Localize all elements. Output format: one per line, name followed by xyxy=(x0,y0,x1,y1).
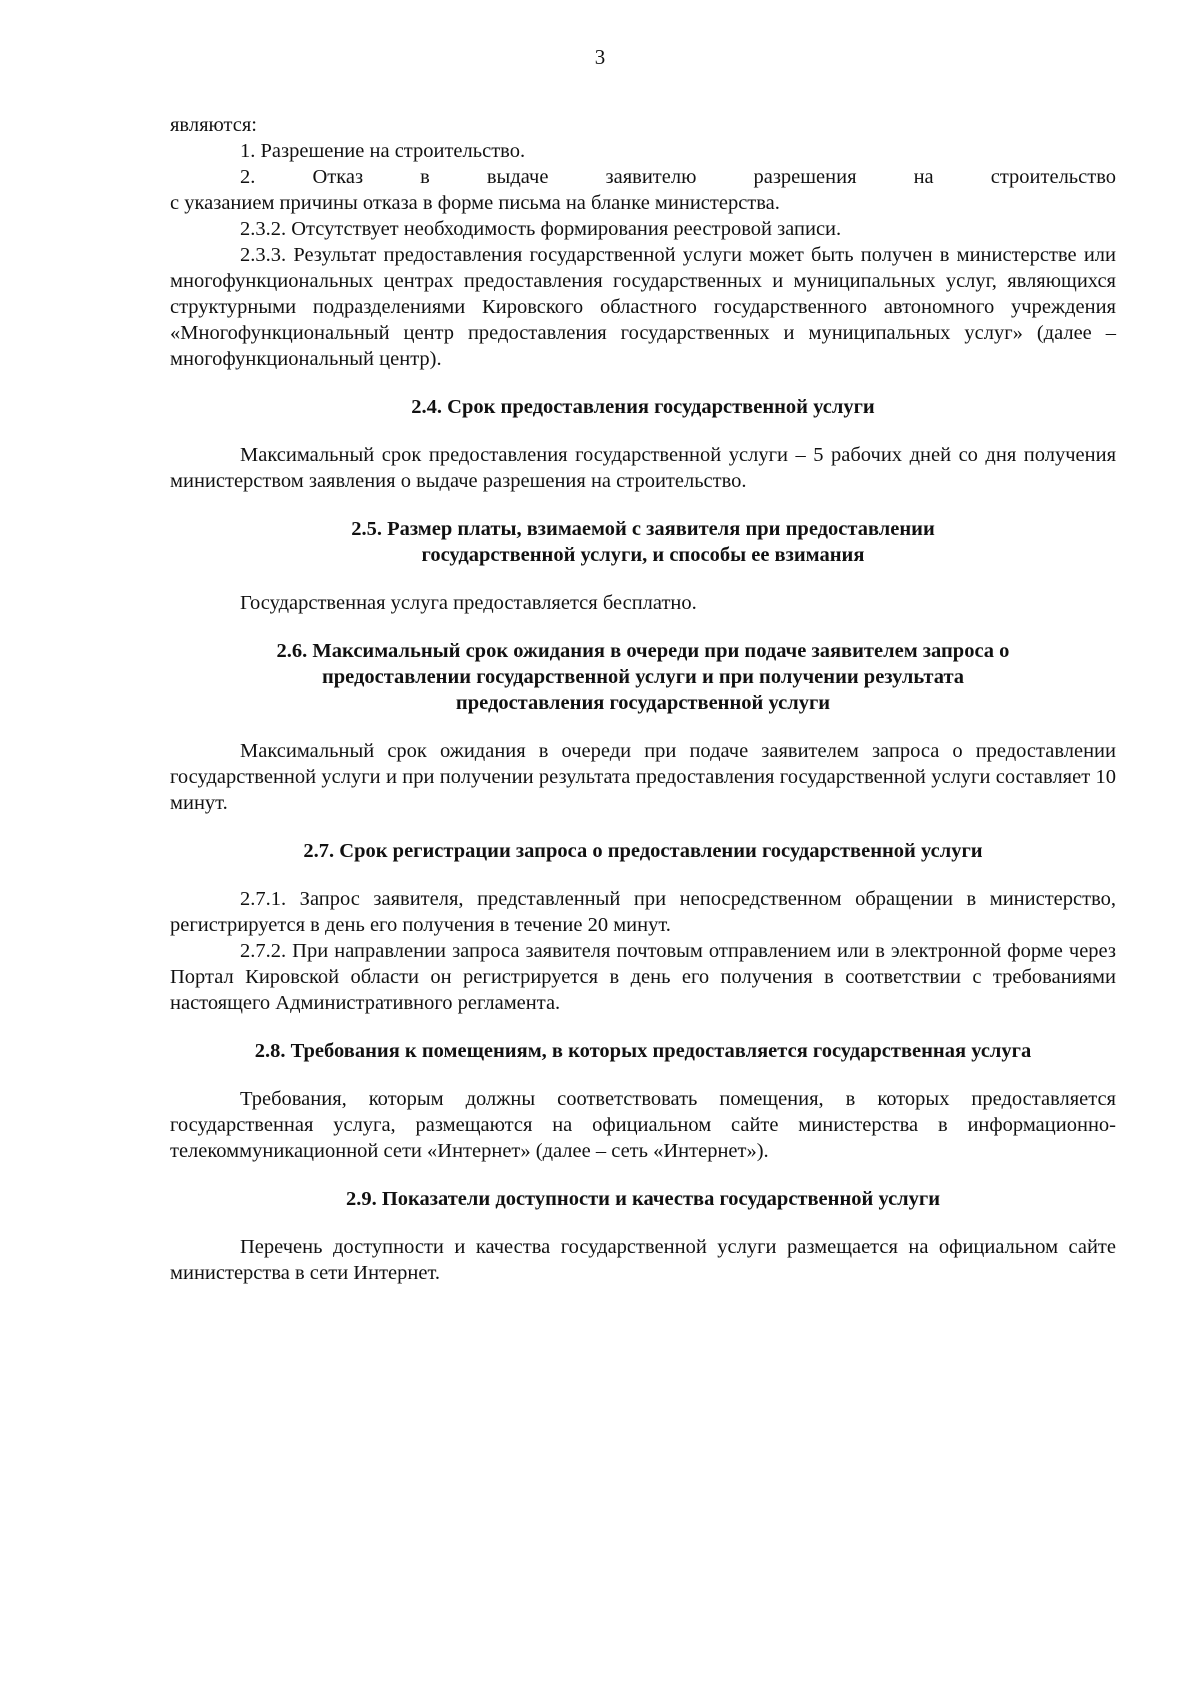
section-heading-2-8: 2.8. Требования к помещениям, в которых предоставляется государственная услуга xyxy=(254,1040,1032,1062)
paragraph-2-5: Государственная услуга предоставляется бесплатно. xyxy=(240,592,697,614)
page-number: 3 xyxy=(594,45,606,69)
section-heading-2-6-line2: предоставлении государственной услуги и при получении результата xyxy=(321,666,965,688)
section-heading-2-5-line2: государственной услуги, и способы ее взимания xyxy=(421,544,865,566)
paragraph-2-9: Перечень доступности и качества государственной услуги размещается на официальном сайте министерства в сети Интернет. xyxy=(170,1236,1116,1284)
document-body xyxy=(170,112,1116,1286)
paragraph-2-3-2: 2.3.2. Отсутствует необходимость формирования реестровой записи. xyxy=(240,218,842,240)
paragraph-2-3-3: 2.3.3. Результат предоставления государственной услуги может быть получен в министерстве или многофункциональных центрах предоставления государственных и муниципальных услуг, являющихся структурными подразделениями Кировского областного государственного автономного учреждения «Многофункциональный центр предоставления государственных и муниципальных услуг» (далее – многофункциональный центр). xyxy=(170,244,1116,370)
paragraph-2-7-1: 2.7.1. Запрос заявителя, представленный при непосредственном обращении в министерство, регистрируется в день его получения в течение 20 минут. xyxy=(170,888,1116,936)
paragraph-2-7-2: 2.7.2. При направлении запроса заявителя почтовым отправлением или в электронной форме через Портал Кировской области он регистрируется в день его получения в соответствии с требованиями настоящего Административного регламента. xyxy=(170,940,1116,1014)
list-item-refusal-cont: с указанием причины отказа в форме письма на бланке министерства. xyxy=(170,192,780,214)
section-heading-2-4: 2.4. Срок предоставления государственной услуги xyxy=(411,396,875,418)
section-heading-2-6-line1: 2.6. Максимальный срок ожидания в очереди при подаче заявителем запроса о xyxy=(276,640,1010,662)
section-heading-2-9: 2.9. Показатели доступности и качества государственной услуги xyxy=(345,1188,941,1210)
section-heading-2-7: 2.7. Срок регистрации запроса о предоставлении государственной услуги xyxy=(303,840,983,862)
paragraph-2-8: Требования, которым должны соответствовать помещения, в которых предоставляется государственная услуга, размещаются на официальном сайте министерства в информационно-телекоммуникационной сети «Интернет» (далее – сеть «Интернет»). xyxy=(170,1088,1116,1162)
paragraph-2-6: Максимальный срок ожидания в очереди при подаче заявителем запроса о предоставлении государственной услуги и при получении результата предоставления государственной услуги составляет 10 минут. xyxy=(170,740,1116,814)
paragraph-2-4: Максимальный срок предоставления государственной услуги – 5 рабочих дней со дня получения министерством заявления о выдаче разрешения на строительство. xyxy=(170,444,1116,492)
section-heading-2-6-line3: предоставления государственной услуги xyxy=(455,692,831,714)
list-item-refusal: 2. Отказ в выдаче заявителю разрешения на строительство xyxy=(240,166,1116,188)
section-heading-2-5-line1: 2.5. Размер платы, взимаемой с заявителя при предоставлении xyxy=(351,518,935,540)
paragraph-lead: являются: xyxy=(170,114,257,136)
list-item-permit: 1. Разрешение на строительство. xyxy=(240,140,526,162)
